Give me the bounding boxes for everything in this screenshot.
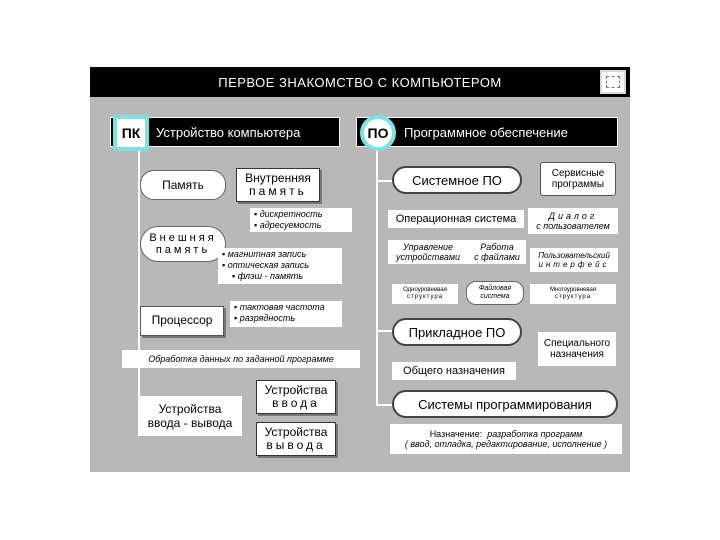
prop-clock-frequency: ▪ тактовая частота [234, 302, 338, 313]
programming-systems-node: Системы программирования [392, 390, 618, 418]
corner-frame-icon [600, 70, 626, 94]
prop-flash: ▪ флэш - память [222, 271, 338, 282]
external-memory-node [140, 226, 226, 262]
single-level-line1: Одноуровневая [403, 287, 447, 294]
dialog-line2: с пользователем [536, 221, 610, 231]
output-devices-line2: вывода [266, 438, 326, 452]
user-interface-node [530, 248, 618, 272]
title-text: ПЕРВОЕ ЗНАКОМСТВО С КОМПЬЮТЕРОМ [218, 74, 502, 90]
programming-connector [376, 404, 392, 406]
input-devices-line1: Устройства [264, 382, 328, 397]
output-devices-line1: Устройства [264, 424, 328, 439]
processor-props-box [230, 301, 342, 327]
file-work-node [468, 240, 526, 264]
file-work-line1: Работа [480, 241, 514, 252]
service-programs-node [540, 162, 616, 196]
internal-props-box [250, 208, 352, 232]
memory-node: Память [140, 170, 226, 200]
user-interface-line1: Пользовательский [538, 250, 610, 260]
io-devices-line1: Устройства [158, 402, 222, 416]
general-purpose-node: Общего назначения [392, 362, 516, 380]
multi-level-line1: Многоуровневая [549, 287, 597, 294]
input-devices-line2: ввода [272, 396, 320, 410]
device-management-node [388, 240, 468, 264]
software-header-text: Программное обеспечение [404, 124, 568, 140]
file-system-line2: система [480, 293, 510, 300]
single-level-line2: структура [406, 294, 444, 300]
file-work-line2: с файлами [474, 252, 520, 262]
service-programs-line1: Сервисные [551, 168, 605, 179]
applied-software-node: Прикладное ПО [392, 318, 522, 346]
dialog-node [528, 208, 618, 234]
software-badge: ПО [360, 115, 396, 151]
dialog-line1: Диалог [548, 210, 598, 221]
prop-discreteness: ▪ дискретность [254, 209, 348, 220]
multi-level-line2: структура [554, 294, 592, 300]
user-interface-line2: интерфейс [538, 260, 610, 269]
prop-addressability: ▪ адресуемость [254, 220, 348, 231]
prop-bit-depth: ▪ разрядность [234, 313, 338, 324]
file-system-node [466, 281, 524, 305]
multi-level-node [530, 284, 616, 304]
output-devices-node [256, 422, 336, 456]
purpose-value: разработка программ [487, 428, 583, 439]
internal-memory-line2: память [249, 184, 307, 198]
corner-frame-inner [606, 76, 620, 88]
purpose-detail: ( ввод, отладка, редактирование, исполнение ) [404, 439, 608, 449]
prop-magnetic: ▪ магнитная запись [222, 249, 338, 260]
single-level-node [392, 284, 458, 304]
pc-header-text: Устройство компьютера [156, 124, 301, 140]
internal-memory-line1: Внутренняя [245, 170, 311, 185]
io-devices-line2: ввода - вывода [147, 416, 233, 430]
input-devices-node [256, 380, 336, 414]
external-memory-line1: Внешняя [149, 232, 217, 244]
internal-memory-node [236, 168, 320, 202]
applied-connector [376, 330, 392, 332]
device-management-line1: Управление [402, 241, 454, 252]
os-node: Операционная система [388, 210, 524, 228]
device-management-line2: устройствами [395, 252, 461, 262]
processing-label: Обработка данных по заданной программе [122, 350, 360, 368]
purpose-box [390, 424, 622, 454]
pc-badge: ПК [113, 115, 149, 151]
processor-node: Процессор [140, 306, 224, 336]
special-purpose-line1: Специального [543, 338, 611, 349]
external-memory-line2: память [155, 244, 211, 256]
purpose-line [390, 429, 622, 439]
prop-optical: ▪ оптическая запись [222, 260, 338, 271]
io-devices-node [138, 396, 242, 436]
left-trunk-line [138, 150, 140, 432]
system-connector [376, 180, 392, 182]
service-programs-line2: программы [551, 179, 605, 190]
special-purpose-line2: назначения [550, 349, 604, 360]
system-software-node: Системное ПО [392, 166, 522, 194]
external-props-box [218, 248, 342, 284]
slide-title [90, 67, 630, 97]
purpose-label: Назначение: [429, 428, 483, 439]
right-trunk-line [376, 150, 378, 406]
file-system-line1: Файловая [478, 285, 512, 292]
special-purpose-node [538, 332, 616, 366]
